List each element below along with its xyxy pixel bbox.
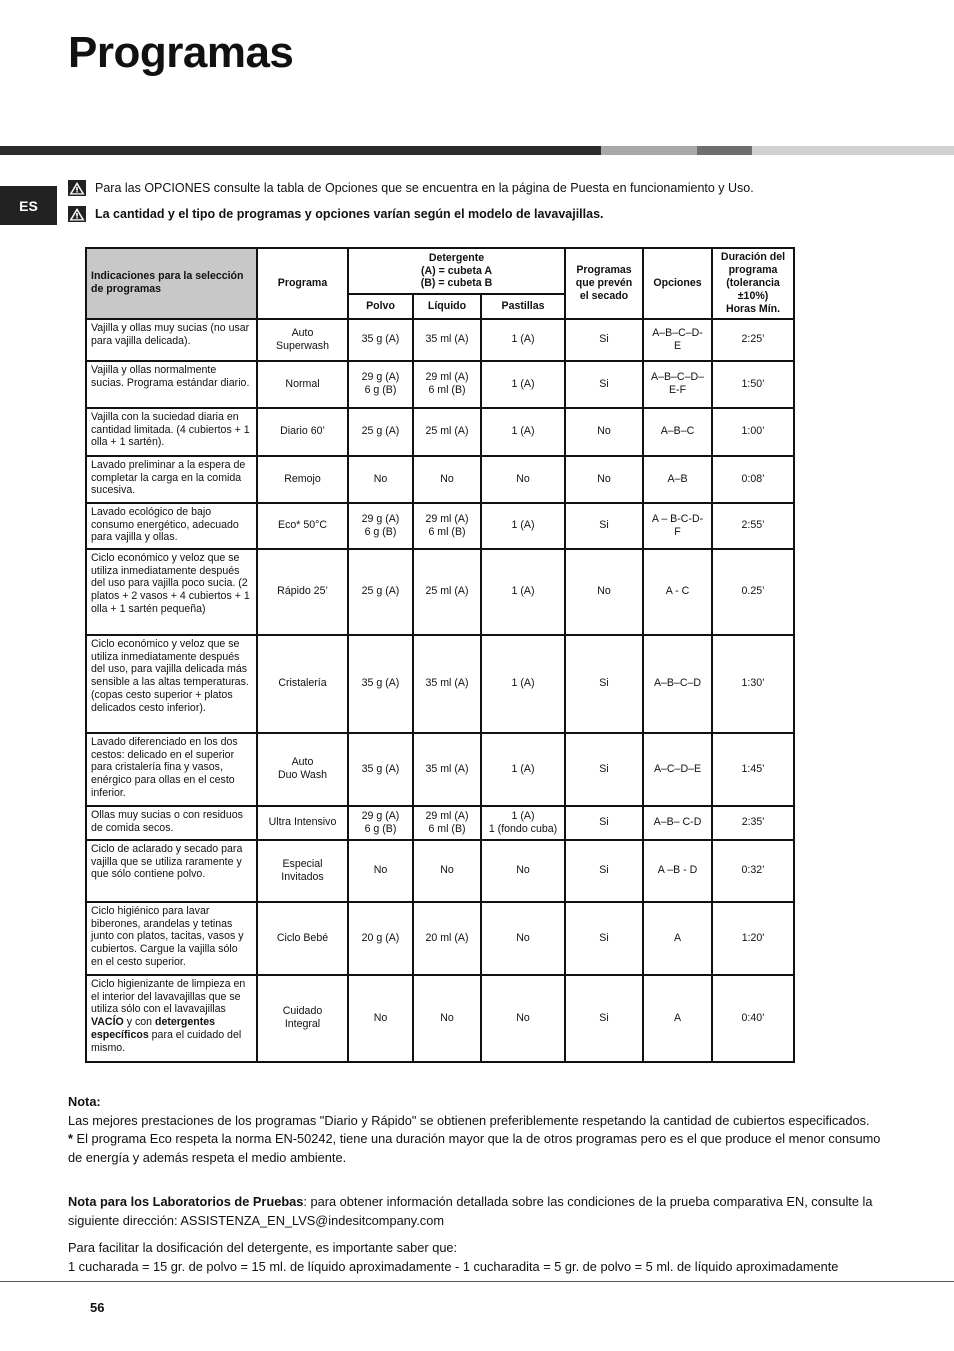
- row-program: [257, 840, 348, 902]
- row-liquid-line: No: [440, 472, 454, 485]
- header-powder: Polvo: [348, 294, 413, 319]
- row-drying: Si: [565, 806, 643, 840]
- row-options: [643, 361, 712, 408]
- header-detergent-line: Detergente: [428, 251, 485, 264]
- table-row: [86, 408, 794, 456]
- row-drying: No: [565, 456, 643, 503]
- row-tablets-line: No: [516, 931, 530, 944]
- row-tablets: [481, 361, 565, 408]
- row-options: [643, 319, 712, 361]
- row-program: [257, 733, 348, 806]
- row-program: [257, 503, 348, 549]
- table-row: [86, 902, 794, 975]
- row-powder: [348, 975, 413, 1062]
- header-duration-line: Duración del: [720, 251, 786, 263]
- row-tablets: [481, 733, 565, 806]
- language-tab: ES: [0, 186, 57, 225]
- row-options-line: A–B– C-D: [653, 816, 702, 829]
- row-powder-line: 35 g (A): [361, 762, 400, 775]
- warning-icon: [68, 206, 86, 222]
- row-liquid: [413, 806, 481, 840]
- row-options-line: F: [674, 525, 681, 538]
- row-program: [257, 549, 348, 635]
- row-tablets: [481, 549, 565, 635]
- row-drying: No: [565, 549, 643, 635]
- row-powder: [348, 549, 413, 635]
- row-duration: 1:00’: [712, 408, 794, 456]
- row-powder: [348, 408, 413, 456]
- eco-note-text: El programa Eco respeta la norma EN-50242, tiene una duración mayor que la de otros programas pero es el que produce el menor consumo de energía y además respeta el medio ambiente.: [68, 1131, 881, 1165]
- row-description: Lavado ecológico de bajo consumo energético, adecuado para vajilla y ollas.: [86, 503, 257, 549]
- row-liquid-line: 25 ml (A): [425, 425, 469, 438]
- table-row: [86, 635, 794, 733]
- row-duration: 1:30’: [712, 635, 794, 733]
- row-powder-line: 6 g (B): [364, 822, 397, 835]
- row-drying: Si: [565, 840, 643, 902]
- row-program-line: Diario 60’: [280, 425, 325, 438]
- row-drying: Si: [565, 635, 643, 733]
- row-description: Lavado diferenciado en los dos cestos: delicado en el superior para cristalería fina y vasos, enérgico para ollas en el cesto inferior.: [86, 733, 257, 806]
- row-powder-line: No: [373, 1011, 388, 1024]
- dosage-intro: Para facilitar la dosificación del detergente, es importante saber que:: [68, 1240, 458, 1255]
- row-powder: [348, 806, 413, 840]
- row-powder: [348, 902, 413, 975]
- row-drying: No: [565, 408, 643, 456]
- row-liquid-line: 25 ml (A): [425, 585, 469, 598]
- footer-divider: [0, 1281, 954, 1282]
- row-liquid-line: No: [440, 1011, 454, 1024]
- row-tablets: [481, 456, 565, 503]
- divider-segment-light: [601, 146, 697, 155]
- row-powder: [348, 635, 413, 733]
- row-tablets-line: No: [516, 472, 530, 485]
- row-program-line: Integral: [284, 1018, 321, 1031]
- row-options-line: A: [673, 1011, 682, 1024]
- row-program: [257, 456, 348, 503]
- row-powder: [348, 456, 413, 503]
- row-description: Ciclo higiénico para lavar biberones, arandelas y tetinas junto con platos, tacitas, vasos y cubiertos. Cargue la vajilla sólo en el cesto superior.: [86, 902, 257, 975]
- lab-label: Nota para los Laboratorios de Pruebas: [68, 1194, 304, 1209]
- row-powder-line: 25 g (A): [361, 585, 400, 598]
- row-options: [643, 975, 712, 1062]
- row-options-line: A – B-C-D-: [651, 512, 704, 525]
- row-tablets: [481, 319, 565, 361]
- row-description-part: VACÍO: [91, 1016, 124, 1029]
- row-drying: Si: [565, 975, 643, 1062]
- row-liquid: [413, 408, 481, 456]
- row-description: Ciclo económico y veloz que se utiliza inmediatamente después del uso para vajilla poco sucia. (2 platos + 2 vasos + 4 cubiertos + 1 olla + 1 sartén pequeña): [86, 549, 257, 635]
- row-powder-line: No: [373, 864, 388, 877]
- header-options: Opciones: [643, 248, 712, 319]
- row-program-line: Rápido 25’: [277, 585, 328, 598]
- row-tablets: [481, 840, 565, 902]
- table-row: [86, 975, 794, 1062]
- row-powder-line: No: [373, 472, 388, 485]
- row-liquid: [413, 503, 481, 549]
- row-liquid: [413, 733, 481, 806]
- table-row: [86, 361, 794, 408]
- table-row: [86, 319, 794, 361]
- row-description-part: para el cuidado del mismo.: [91, 1029, 242, 1055]
- row-drying: Si: [565, 733, 643, 806]
- row-powder: [348, 319, 413, 361]
- row-description: Ollas muy sucias o con residuos de comida secos.: [86, 806, 257, 840]
- table-body: [86, 319, 794, 1062]
- header-duration-line: (tolerancia: [726, 276, 780, 289]
- header-duration-line: programa: [728, 263, 778, 276]
- divider-segment-pale: [752, 146, 954, 155]
- row-powder-line: 29 g (A): [361, 512, 400, 525]
- header-indications: Indicaciones para la selección de programas: [86, 248, 257, 319]
- row-tablets: [481, 806, 565, 840]
- row-powder-line: 20 g (A): [361, 931, 400, 944]
- row-duration: 0.25’: [712, 549, 794, 635]
- row-options-line: A–B–C–D: [653, 677, 702, 690]
- row-program-line: Cristalería: [278, 677, 327, 690]
- row-options: [643, 549, 712, 635]
- row-options: [643, 902, 712, 975]
- row-tablets: [481, 503, 565, 549]
- header-duration-line: ±10%): [737, 289, 769, 302]
- row-program-line: Auto: [291, 326, 314, 339]
- row-program-line: Cuidado: [282, 1005, 323, 1018]
- row-program-line: Remojo: [284, 472, 321, 485]
- row-liquid-line: 6 ml (B): [428, 384, 466, 397]
- model-notice: [68, 206, 604, 222]
- row-duration: 2:35': [712, 806, 794, 840]
- row-powder-line: 6 g (B): [364, 384, 397, 397]
- row-liquid: [413, 319, 481, 361]
- eco-note: [68, 1130, 898, 1167]
- row-options-line: A–B: [667, 472, 688, 485]
- row-tablets-line: 1 (A): [511, 425, 535, 438]
- row-description: Ciclo económico y veloz que se utiliza inmediatamente después del uso, para vajilla delicada más sensible a las altas temperaturas. (copas cesto superior + platos delicados cesto inferior).: [86, 635, 257, 733]
- row-options: [643, 840, 712, 902]
- table-row: [86, 733, 794, 806]
- row-liquid: [413, 635, 481, 733]
- row-program: [257, 361, 348, 408]
- divider-segment-mid: [697, 146, 752, 155]
- row-options-line: E: [673, 339, 682, 352]
- eco-star: *: [68, 1131, 73, 1147]
- row-liquid: [413, 456, 481, 503]
- page-title: Programas: [68, 28, 294, 77]
- row-program-line: Eco* 50°C: [278, 519, 327, 532]
- row-description-part: detergentes específicos: [91, 1016, 216, 1042]
- row-options: [643, 635, 712, 733]
- header-liquid: Líquido: [413, 294, 481, 319]
- row-tablets-line: No: [516, 864, 530, 877]
- row-liquid-line: 35 ml (A): [425, 762, 469, 775]
- row-program: [257, 635, 348, 733]
- row-program: [257, 902, 348, 975]
- row-program-line: Ultra Intensivo: [268, 816, 337, 829]
- header-drying: [565, 248, 643, 319]
- row-powder: [348, 361, 413, 408]
- row-options-line: A –B - D: [657, 864, 698, 877]
- row-tablets: [481, 902, 565, 975]
- table-row: [86, 503, 794, 549]
- row-description: Vajilla y ollas normalmente sucias. Programa estándar diario.: [86, 361, 257, 408]
- row-liquid-line: 35 ml (A): [425, 333, 469, 346]
- header-drying-line: que prevén: [575, 276, 633, 289]
- row-options-line: A - C: [665, 585, 690, 598]
- row-duration: 2:25’: [712, 319, 794, 361]
- row-description: Lavado preliminar a la espera de completar la carga en la comida sucesiva.: [86, 456, 257, 503]
- nota-text: Las mejores prestaciones de los programas "Diario y Rápido" se obtienen preferiblemente respetando la cantidad de cubiertos especificados.: [68, 1112, 870, 1128]
- row-program: [257, 806, 348, 840]
- header-tablets: Pastillas: [481, 294, 565, 319]
- row-options: [643, 733, 712, 806]
- row-powder-line: 6 g (B): [364, 525, 397, 538]
- row-options-line: A–C–D–E: [653, 762, 702, 775]
- row-powder: [348, 503, 413, 549]
- header-drying-line: el secado: [579, 289, 629, 302]
- divider-segment-dark: [0, 146, 601, 155]
- row-description: Ciclo de aclarado y secado para vajilla que se utiliza raramente y que sólo contiene polvo.: [86, 840, 257, 902]
- warning-icon: [68, 180, 86, 196]
- row-program-line: Auto: [291, 756, 314, 769]
- options-notice: [68, 180, 754, 196]
- header-detergent: [348, 248, 565, 294]
- row-drying: Si: [565, 319, 643, 361]
- row-duration: 0:08’: [712, 456, 794, 503]
- row-powder-line: 25 g (A): [361, 425, 400, 438]
- row-description-part: Ciclo higienizante de limpieza en el interior del lavavajillas que se utiliza sólo con el lavavajillas: [91, 977, 246, 1016]
- row-powder-line: 35 g (A): [361, 333, 400, 346]
- header-drying-line: Programas: [576, 263, 632, 276]
- row-duration: 1:50’: [712, 361, 794, 408]
- row-program: [257, 408, 348, 456]
- row-powder-line: 29 g (A): [361, 809, 400, 822]
- dosage-text: 1 cucharada = 15 gr. de polvo = 15 ml. de líquido aproximadamente - 1 cucharadita = 5 gr. de polvo = 5 ml. de líquido aproximadamente: [68, 1258, 839, 1274]
- row-drying: Si: [565, 361, 643, 408]
- row-tablets-line: 1 (A): [511, 585, 535, 598]
- row-powder: [348, 733, 413, 806]
- row-options: [643, 503, 712, 549]
- row-program-line: Invitados: [281, 870, 324, 883]
- row-liquid-line: 20 ml (A): [425, 931, 469, 944]
- row-options: [643, 806, 712, 840]
- header-detergent-line: (B) = cubeta B: [420, 277, 493, 290]
- row-tablets: [481, 975, 565, 1062]
- table-row: [86, 456, 794, 503]
- row-duration: 0:32’: [712, 840, 794, 902]
- row-program: [257, 319, 348, 361]
- row-program-line: Normal: [285, 377, 320, 390]
- row-tablets-line: No: [516, 1011, 530, 1024]
- row-liquid: [413, 549, 481, 635]
- row-program-line: Duo Wash: [277, 769, 328, 782]
- row-liquid: [413, 975, 481, 1062]
- dosage-note: [68, 1239, 928, 1276]
- table-row: [86, 840, 794, 902]
- row-liquid-line: 29 ml (A): [425, 809, 469, 822]
- row-liquid: [413, 902, 481, 975]
- notice-text: Para las OPCIONES consulte la tabla de Opciones que se encuentra en la página de Puesta en funcionamiento y Uso.: [95, 181, 754, 195]
- row-tablets-line: 1 (A): [511, 519, 535, 532]
- row-liquid: [413, 840, 481, 902]
- row-program: [257, 975, 348, 1062]
- row-program-line: Especial: [282, 857, 323, 870]
- row-description: Vajilla y ollas muy sucias (no usar para vajilla delicada).: [86, 319, 257, 361]
- row-liquid-line: 29 ml (A): [425, 371, 469, 384]
- row-powder: [348, 840, 413, 902]
- lab-note: [68, 1193, 898, 1230]
- row-duration: 1:20': [712, 902, 794, 975]
- row-options-line: A: [673, 931, 682, 944]
- row-tablets-line: 1 (A): [511, 762, 535, 775]
- row-liquid-line: 6 ml (B): [428, 525, 466, 538]
- row-options-line: A–B–C–D–: [651, 371, 705, 384]
- row-program-line: Superwash: [276, 339, 329, 352]
- header-program: Programa: [257, 248, 348, 319]
- row-liquid-line: No: [440, 864, 454, 877]
- row-duration: 1:45’: [712, 733, 794, 806]
- row-tablets-line: 1 (A): [511, 809, 535, 822]
- row-options: [643, 456, 712, 503]
- row-tablets: [481, 408, 565, 456]
- row-tablets-line: 1 (A): [511, 677, 535, 690]
- row-powder-line: 29 g (A): [361, 371, 400, 384]
- row-duration: 2:55’: [712, 503, 794, 549]
- row-description: Vajilla con la suciedad diaria en cantidad limitada. (4 cubiertos + 1 olla + 1 sartén).: [86, 408, 257, 456]
- row-options-line: E-F: [668, 384, 687, 397]
- row-tablets: [481, 635, 565, 733]
- page-number: 56: [90, 1300, 105, 1315]
- row-liquid-line: 29 ml (A): [425, 512, 469, 525]
- notes-block: [68, 1093, 898, 1167]
- programs-table: [85, 247, 795, 1063]
- row-options-line: A–B–C–D-: [652, 326, 703, 339]
- row-drying: Si: [565, 503, 643, 549]
- header-detergent-line: (A) = cubeta A: [420, 264, 493, 277]
- table-row: [86, 806, 794, 840]
- lab-text: : para obtener información detallada sobre las condiciones de la prueba comparativa EN, consulte la siguiente dirección: ASSISTENZA_EN_LVS@indesitcompany.com: [68, 1194, 873, 1228]
- row-liquid-line: 6 ml (B): [428, 822, 466, 835]
- row-tablets-line: 1 (A): [511, 377, 535, 390]
- row-tablets-line: 1 (fondo cuba): [488, 822, 558, 835]
- row-description: [86, 975, 257, 1062]
- row-liquid-line: 35 ml (A): [425, 677, 469, 690]
- row-liquid: [413, 361, 481, 408]
- row-tablets-line: 1 (A): [511, 333, 535, 346]
- notice-text: La cantidad y el tipo de programas y opciones varían según el modelo de lavavajillas.: [95, 207, 604, 221]
- row-duration: 0:40’: [712, 975, 794, 1062]
- nota-label: Nota:: [68, 1094, 101, 1109]
- row-description-part: y con: [123, 1016, 155, 1029]
- row-powder-line: 35 g (A): [361, 677, 400, 690]
- row-drying: Si: [565, 902, 643, 975]
- row-options: [643, 408, 712, 456]
- header-duration: [712, 248, 794, 319]
- header-duration-line: Horas Mín.: [725, 302, 781, 315]
- table-row: [86, 549, 794, 635]
- row-program-line: Ciclo Bebé: [276, 931, 329, 944]
- row-options-line: A–B–C: [660, 425, 695, 438]
